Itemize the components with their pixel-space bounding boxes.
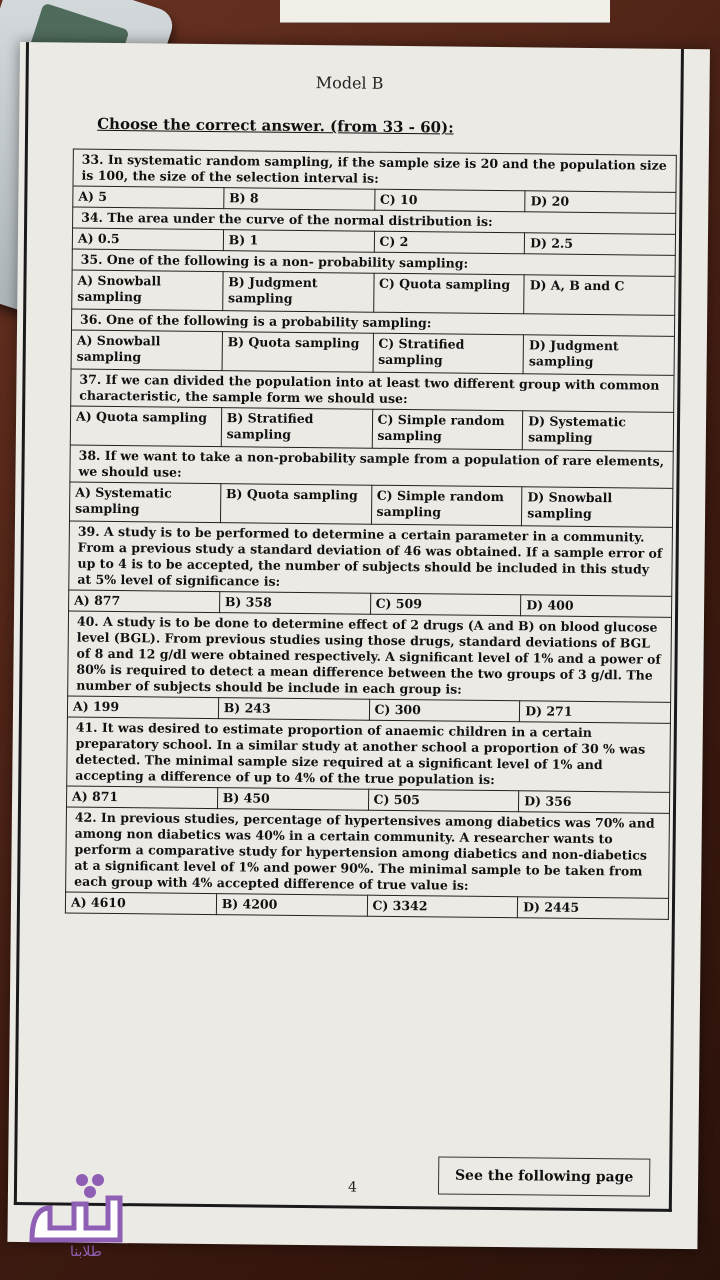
answer-option[interactable]: C) Stratified sampling bbox=[373, 333, 524, 374]
answer-option[interactable]: D) 271 bbox=[520, 701, 671, 724]
questions-table bbox=[65, 149, 677, 920]
answer-option[interactable]: B) 450 bbox=[217, 788, 368, 811]
answer-option[interactable]: C) Simple random sampling bbox=[372, 409, 523, 450]
answer-option[interactable]: A) Systematic sampling bbox=[69, 482, 220, 523]
answer-option[interactable]: C) 10 bbox=[374, 189, 525, 212]
background-paper bbox=[280, 0, 610, 23]
logo-dot bbox=[76, 1174, 88, 1186]
answer-option[interactable]: C) 505 bbox=[368, 789, 519, 812]
answer-option[interactable]: A) Snowball sampling bbox=[71, 330, 222, 371]
answer-option[interactable]: C) 509 bbox=[370, 593, 521, 616]
options-row bbox=[70, 406, 673, 451]
logo-dot bbox=[92, 1174, 104, 1186]
question-text: 39. A study is to be performed to determine a certain parameter in a community. From a previous study a standard deviation of 46 was obtained. If a sample error of up to 4 is to be accepted, the number of subjects should be included in this study at 5% level of significance is: bbox=[69, 521, 673, 596]
question-text: 42. In previous studies, percentage of hypertensives among diabetics was 70% and among non diabetics was 40% in a certain community. A researcher wants to perform a comparative study for hypertension among diabetics and non-diabetics at a significant level of 1% and power 90%. The minimal sample to be taken from each group with 4% accepted difference of true value is: bbox=[66, 807, 670, 898]
logo-shape bbox=[32, 1198, 120, 1240]
answer-option[interactable]: B) 4200 bbox=[216, 894, 367, 917]
answer-option[interactable]: D) A, B and C bbox=[524, 275, 675, 316]
options-row bbox=[69, 482, 672, 527]
answer-option[interactable]: B) Quota sampling bbox=[220, 484, 371, 525]
answer-option[interactable]: A) 199 bbox=[67, 696, 218, 719]
answer-option[interactable]: B) Judgment sampling bbox=[222, 272, 373, 313]
question-row bbox=[66, 807, 670, 898]
question-text: 38. If we want to take a non-probability sample from a population of rare elements, we should use: bbox=[70, 445, 673, 488]
options-row bbox=[71, 330, 674, 375]
exam-page bbox=[7, 42, 710, 1249]
question-text: 40. A study is to be done to determine effect of 2 drugs (A and B) on blood glucose level (BGL). From previous studies using those drugs, standard deviations of BGL of 8 and 12 g/dl were obtained respectively. A significant level of 1% and a power of 80% is required to detect a mean difference between the two groups of 3 g/dl. The number of subjects should be include in each group is: bbox=[68, 611, 672, 702]
answer-option[interactable]: C) 3342 bbox=[367, 895, 518, 918]
answer-option[interactable]: D) Snowball sampling bbox=[522, 487, 673, 528]
answer-option[interactable]: D) 2445 bbox=[518, 897, 669, 920]
question-text: 34. The area under the curve of the normal distribution is: bbox=[73, 207, 676, 234]
answer-option[interactable]: A) Snowball sampling bbox=[72, 270, 223, 311]
answer-option[interactable]: C) 2 bbox=[374, 231, 525, 254]
answer-option[interactable]: A) 0.5 bbox=[72, 228, 223, 251]
logo-dot bbox=[84, 1186, 96, 1198]
answer-option[interactable]: A) 877 bbox=[69, 590, 220, 613]
questions-body bbox=[65, 149, 676, 919]
page-title: Model B bbox=[315, 73, 384, 93]
next-page-note: See the following page bbox=[438, 1156, 650, 1196]
question-text: 36. One of the following is a probability sampling: bbox=[71, 309, 674, 336]
answer-option[interactable]: A) 871 bbox=[66, 786, 217, 809]
answer-option[interactable]: C) 300 bbox=[369, 699, 520, 722]
answer-option[interactable]: D) 356 bbox=[519, 791, 670, 814]
answer-option[interactable]: B) 243 bbox=[218, 698, 369, 721]
answer-option[interactable]: B) 1 bbox=[223, 230, 374, 253]
answer-option[interactable]: D) Judgment sampling bbox=[523, 335, 674, 376]
answer-option[interactable]: B) 358 bbox=[219, 592, 370, 615]
question-row bbox=[69, 521, 673, 596]
answer-option[interactable]: C) Simple random sampling bbox=[371, 485, 522, 526]
question-row bbox=[71, 369, 674, 412]
page-number: 4 bbox=[347, 1179, 358, 1196]
answer-option[interactable]: D) 400 bbox=[521, 595, 672, 618]
question-text: 35. One of the following is a non- probability sampling: bbox=[72, 249, 675, 276]
logo-text: طلابنا bbox=[70, 1244, 102, 1260]
question-text: 33. In systematic random sampling, if the sample size is 20 and the population size is 100, the size of the selection interval is: bbox=[73, 149, 676, 192]
answer-option[interactable]: D) 2.5 bbox=[525, 233, 676, 256]
question-row bbox=[73, 149, 676, 192]
question-row bbox=[68, 611, 672, 702]
answer-option[interactable]: B) 8 bbox=[224, 188, 375, 211]
options-row bbox=[72, 270, 675, 315]
answer-option[interactable]: D) 20 bbox=[525, 191, 676, 214]
answer-option[interactable]: B) Quota sampling bbox=[222, 332, 373, 373]
instructions: Choose the correct answer. (from 33 - 60): bbox=[97, 114, 454, 137]
question-text: 41. It was desired to estimate proportion of anaemic children in a certain preparatory school. In a similar study at another school a proportion of 30 % was detected. The minimal sample size required at a significant level of 1% and accepting a difference of up to 4% of the true population is: bbox=[67, 717, 671, 792]
question-text: 37. If we can divided the population into at least two different group with common characteristic, the sample form we should use: bbox=[71, 369, 674, 412]
question-row bbox=[70, 445, 673, 488]
question-row bbox=[67, 717, 671, 792]
answer-option[interactable]: A) 5 bbox=[73, 186, 224, 209]
watermark-logo bbox=[22, 1168, 152, 1260]
answer-option[interactable]: A) Quota sampling bbox=[70, 406, 221, 447]
answer-option[interactable]: B) Stratified sampling bbox=[221, 408, 372, 449]
answer-option[interactable]: D) Systematic sampling bbox=[523, 411, 674, 452]
answer-option[interactable]: A) 4610 bbox=[65, 892, 216, 915]
answer-option[interactable]: C) Quota sampling bbox=[373, 273, 524, 314]
